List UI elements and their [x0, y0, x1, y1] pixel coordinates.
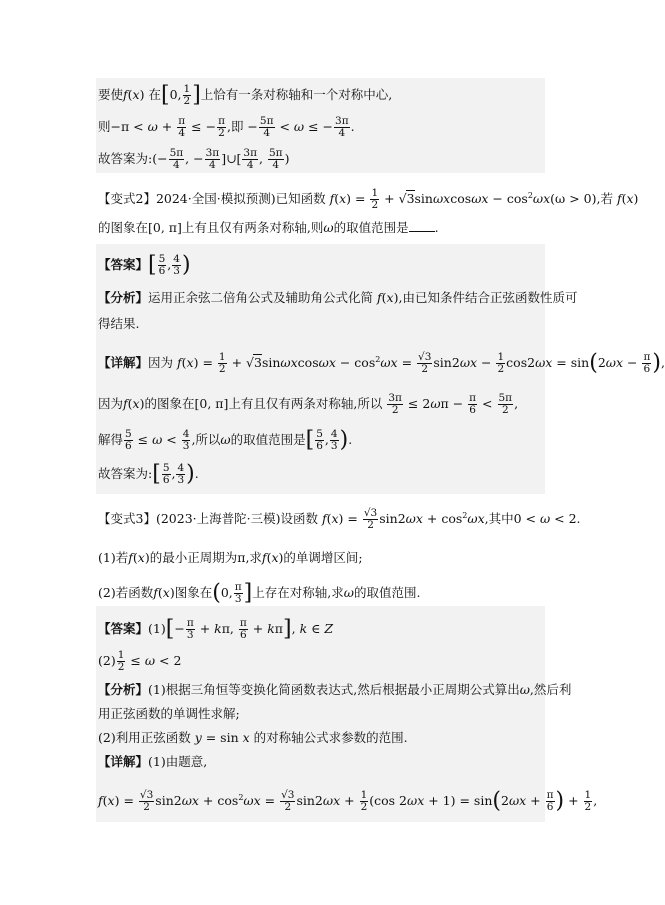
detail-line: 故答案为:[ $\frac{5}{6}$ , $\frac{4}{3}$ ).	[98, 461, 199, 487]
analysis-line: 【分析】(1)根据三角恒等变换化简函数表达式,然后根据最小正周期公式算出ω,然后利	[98, 682, 572, 697]
answer-blank	[409, 222, 435, 232]
detail-line: 解得 $\frac{5}{6}$ ≤ ω < $\frac{4}{3}$ ,所以ω的取值范围是[ $\frac{5}{6}$ , $\frac{4}{3}$ ).	[98, 427, 353, 453]
problem-v2: 的图象在[0, π]上有且仅有两条对称轴,则ω的取值范围是 .	[98, 220, 439, 235]
answer-line: 【答案】[ $\frac{5}{6}$ , $\frac{4}{3}$ )	[98, 252, 191, 278]
text-line: 故答案为:(− $\frac{5\pi}{4}$ , − $\frac{3\pi}{4}$ ]∪[ $\frac{3\pi}{4}$ , $\frac{5\pi}{4}$ )	[98, 147, 290, 171]
analysis-line: (2)利用正弦函数 y = sin x 的对称轴公式求参数的范围.	[98, 730, 408, 745]
detail-line: 【详解】因为 f(x) = $\frac{1}{2}$ + $√3\sin\omega xcos\omega x - \cos^2\omega x$ = $\frac{√3}{2}$ sin2ωx − $\frac{1}{2}$ cos2ωx = sin(2ωx − $\frac{\pi}{6}$ ),	[98, 350, 665, 376]
detail-line: 【详解】(1)由题意,	[98, 754, 208, 769]
text-line: 则−π < ω + $\frac{\pi}{4}$ ≤ − $\frac{\pi}{2}$ ,即 − $\frac{5\pi}{4}$ < ω ≤ − $\frac{3\pi}{4}$ .	[98, 115, 355, 139]
detail-line: 因为f(x)的图象在[0, π]上有且仅有两条对称轴,所以 $\frac{3\pi}{2}$ ≤ 2ωπ − $\frac{\pi}{6}$ < $\frac{5\pi}{2}$ ,	[98, 392, 519, 416]
analysis-line: 得结果.	[98, 316, 140, 331]
text-line: 要使f(x) 在[0, $\frac{1}{2}$ ]上恰有一条对称轴和一个对称中心,	[98, 82, 393, 108]
problem-v3: (1)若f(x)的最小正周期为π,求f(x)的单调增区间;	[98, 550, 363, 565]
answer-line: 【答案】(1)[− $\frac{\pi}{3}$ + kπ, $\frac{\pi}{6}$ + kπ], k ∈ Z	[98, 616, 334, 642]
problem-v3: 【变式3】(2023·上海普陀·三模)设函数 f(x) = $\frac{√3}{2}$ $\sin 2\omega x + \cos^2\omega x$,其中0 < ω < 2.	[98, 507, 581, 532]
detail-line: f(x) = $\frac{√3}{2}$ $\sin 2\omega x + \cos^2\omega x$ = $\frac{√3}{2}$ sin2ωx + $\frac{1}{2}$ (cos 2ωx + 1) = sin(2ωx + $\frac{\pi}{6}$ ) + $\frac{1}{2}$ ,	[98, 788, 598, 814]
answer-line: (2) $\frac{1}{2}$ ≤ ω < 2	[98, 649, 182, 673]
analysis-line: 用正弦函数的单调性求解;	[98, 706, 240, 721]
problem-v3: (2)若函数f(x)图象在(0, $\frac{\pi}{3}$ ]上存在对称轴,求ω的取值范围.	[98, 580, 421, 606]
problem-v2: 【变式2】2024·全国·模拟预测)已知函数 f(x) = $\frac{1}{2}$ + $√3\sin\omega xcos\omega x - \cos^2\omega x(\omega > 0)$,若 f(x)	[98, 187, 639, 212]
analysis-line: 【分析】运用正余弦二倍角公式及辅助角公式化简 f(x),由已知条件结合正弦函数性质可	[98, 290, 578, 305]
